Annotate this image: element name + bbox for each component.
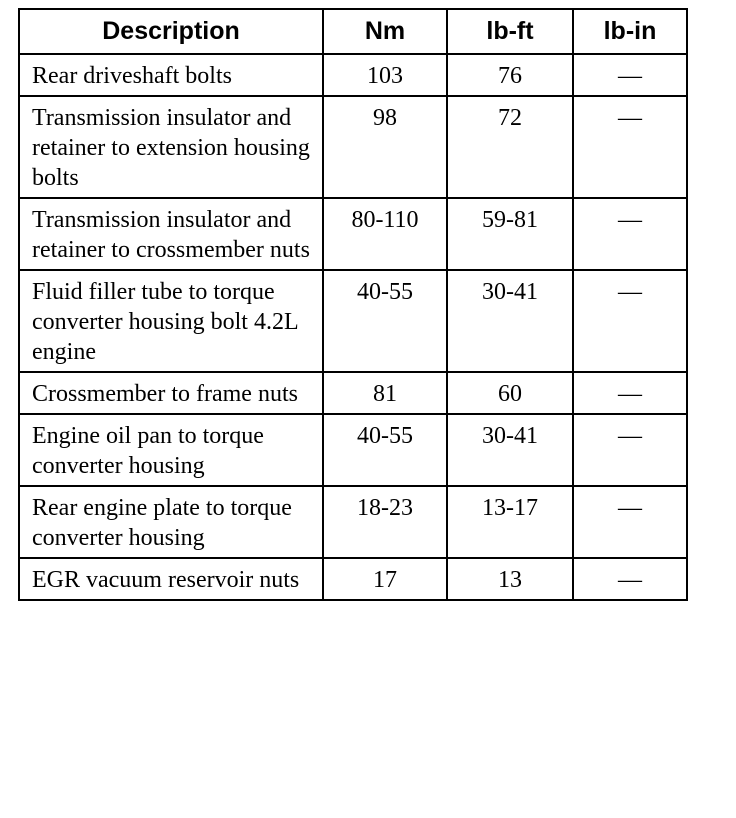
- lb-ft-cell: 60: [447, 372, 573, 414]
- nm-cell: 40-55: [323, 414, 447, 486]
- nm-cell: 81: [323, 372, 447, 414]
- torque-spec-table: [18, 8, 688, 601]
- description-cell: Crossmember to frame nuts: [19, 372, 323, 414]
- nm-cell: 80-110: [323, 198, 447, 270]
- lb-ft-cell: 59-81: [447, 198, 573, 270]
- header-lb-in: lb-in: [573, 9, 687, 54]
- lb-in-cell: —: [573, 54, 687, 96]
- lb-ft-cell: 13-17: [447, 486, 573, 558]
- nm-cell: 103: [323, 54, 447, 96]
- lb-in-cell: —: [573, 96, 687, 198]
- header-lb-ft: lb-ft: [447, 9, 573, 54]
- lb-ft-cell: 72: [447, 96, 573, 198]
- description-cell: Transmission insulator and retainer to crossmember nuts: [19, 198, 323, 270]
- lb-in-cell: —: [573, 486, 687, 558]
- description-cell: Transmission insulator and retainer to extension housing bolts: [19, 96, 323, 198]
- lb-in-cell: —: [573, 372, 687, 414]
- table-row: [19, 270, 687, 372]
- table-row: [19, 414, 687, 486]
- lb-ft-cell: 13: [447, 558, 573, 600]
- lb-in-cell: —: [573, 414, 687, 486]
- description-cell: Rear engine plate to torque converter housing: [19, 486, 323, 558]
- lb-in-cell: —: [573, 270, 687, 372]
- nm-cell: 40-55: [323, 270, 447, 372]
- header-description: Description: [19, 9, 323, 54]
- description-cell: Engine oil pan to torque converter housing: [19, 414, 323, 486]
- nm-cell: 18-23: [323, 486, 447, 558]
- table-row: [19, 54, 687, 96]
- nm-cell: 17: [323, 558, 447, 600]
- header-nm: Nm: [323, 9, 447, 54]
- table-row: [19, 558, 687, 600]
- table-row: [19, 96, 687, 198]
- description-cell: Fluid filler tube to torque converter housing bolt 4.2L engine: [19, 270, 323, 372]
- table-row: [19, 372, 687, 414]
- table-row: [19, 198, 687, 270]
- table-header-row: [19, 9, 687, 54]
- nm-cell: 98: [323, 96, 447, 198]
- description-cell: Rear driveshaft bolts: [19, 54, 323, 96]
- lb-in-cell: —: [573, 558, 687, 600]
- table-row: [19, 486, 687, 558]
- lb-in-cell: —: [573, 198, 687, 270]
- lb-ft-cell: 76: [447, 54, 573, 96]
- description-cell: EGR vacuum reservoir nuts: [19, 558, 323, 600]
- lb-ft-cell: 30-41: [447, 270, 573, 372]
- lb-ft-cell: 30-41: [447, 414, 573, 486]
